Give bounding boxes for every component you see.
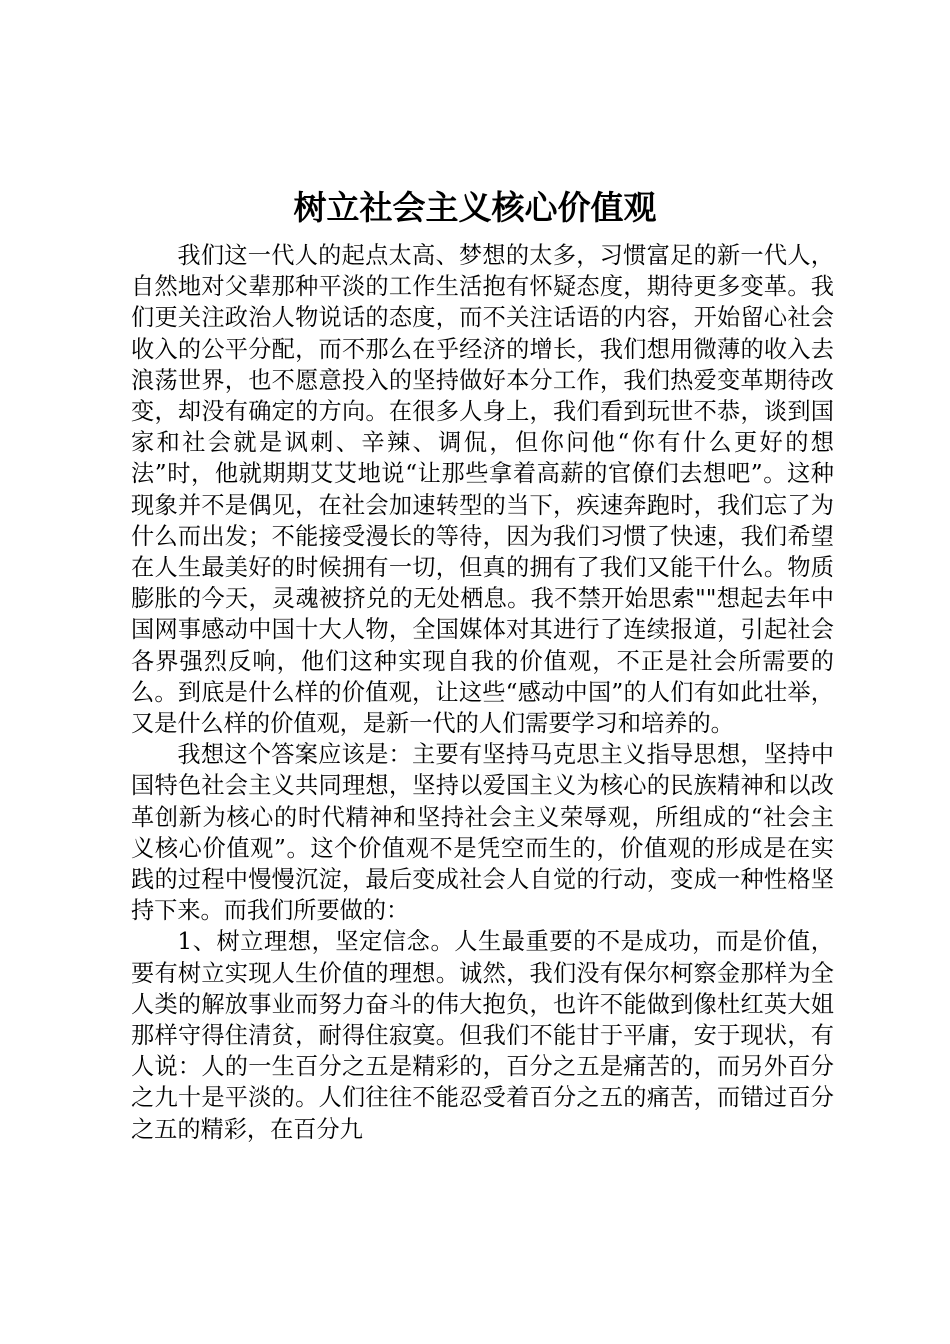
paragraph-3: 1、树立理想，坚定信念。人生最重要的不是成功，而是价值，要有树立实现人生价值的理想。诚然，我们没有保尔柯察金那样为全人类的解放事业而努力奋斗的伟大抱负，也许不能做到像杜红英大姐那样守得住清贫，耐得住寂寞。但我们不能甘于平庸，安于现状，有人说：人的一生百分之五是精彩的，百分之五是痛苦的，而另外百分之九十是平淡的。人们往往不能忍受着百分之五的痛苦，而错过百分之五的精彩，在百分九 xyxy=(131,928,834,1143)
document-body xyxy=(131,240,834,1145)
document-title: 树立社会主义核心价值观 xyxy=(293,188,657,227)
paragraph-2: 我想这个答案应该是：主要有坚持马克思主义指导思想，坚持中国特色社会主义共同理想，坚持以爱国主义为核心的民族精神和以改革创新为核心的时代精神和坚持社会主义荣辱观，所组成的“社会主义核心价值观”。这个价值观不是凭空而生的，价值观的形成是在实践的过程中慢慢沉淀，最后变成社会人自觉的行动，变成一种性格坚持下来。而我们所要做的： xyxy=(131,741,834,925)
paragraph-1: 我们这一代人的起点太高、梦想的太多，习惯富足的新一代人，自然地对父辈那种平淡的工作生活抱有怀疑态度，期待更多变革。我们更关注政治人物说话的态度，而不关注话语的内容，开始留心社会收入的公平分配，而不那么在乎经济的增长，我们想用微薄的收入去浪荡世界，也不愿意投入的坚持做好本分工作，我们热爱变革期待改变，却没有确定的方向。在很多人身上，我们看到玩世不恭，谈到国家和社会就是讽刺、辛辣、调侃，但你问他“你有什么更好的想法”时，他就期期艾艾地说“让那些拿着高薪的官僚们去想吧”。这种现象并不是偶见，在社会加速转型的当下，疾速奔跑时，我们忘了为什么而出发；不能接受漫长的等待，因为我们习惯了快速，我们希望在人生最美好的时候拥有一切，但真的拥有了我们又能干什么。物质膨胀的今天，灵魂被挤兑的无处栖息。我不禁开始思索""想起去年中国网事感动中国十大人物，全国媒体对其进行了连续报道，引起社会各界强烈反响，他们这种实现自我的价值观，不正是社会所需要的么。到底是什么样的价值观，让这些“感动中国”的人们有如此壮举，又是什么样的价值观，是新一代的人们需要学习和培养的。 xyxy=(131,242,834,738)
